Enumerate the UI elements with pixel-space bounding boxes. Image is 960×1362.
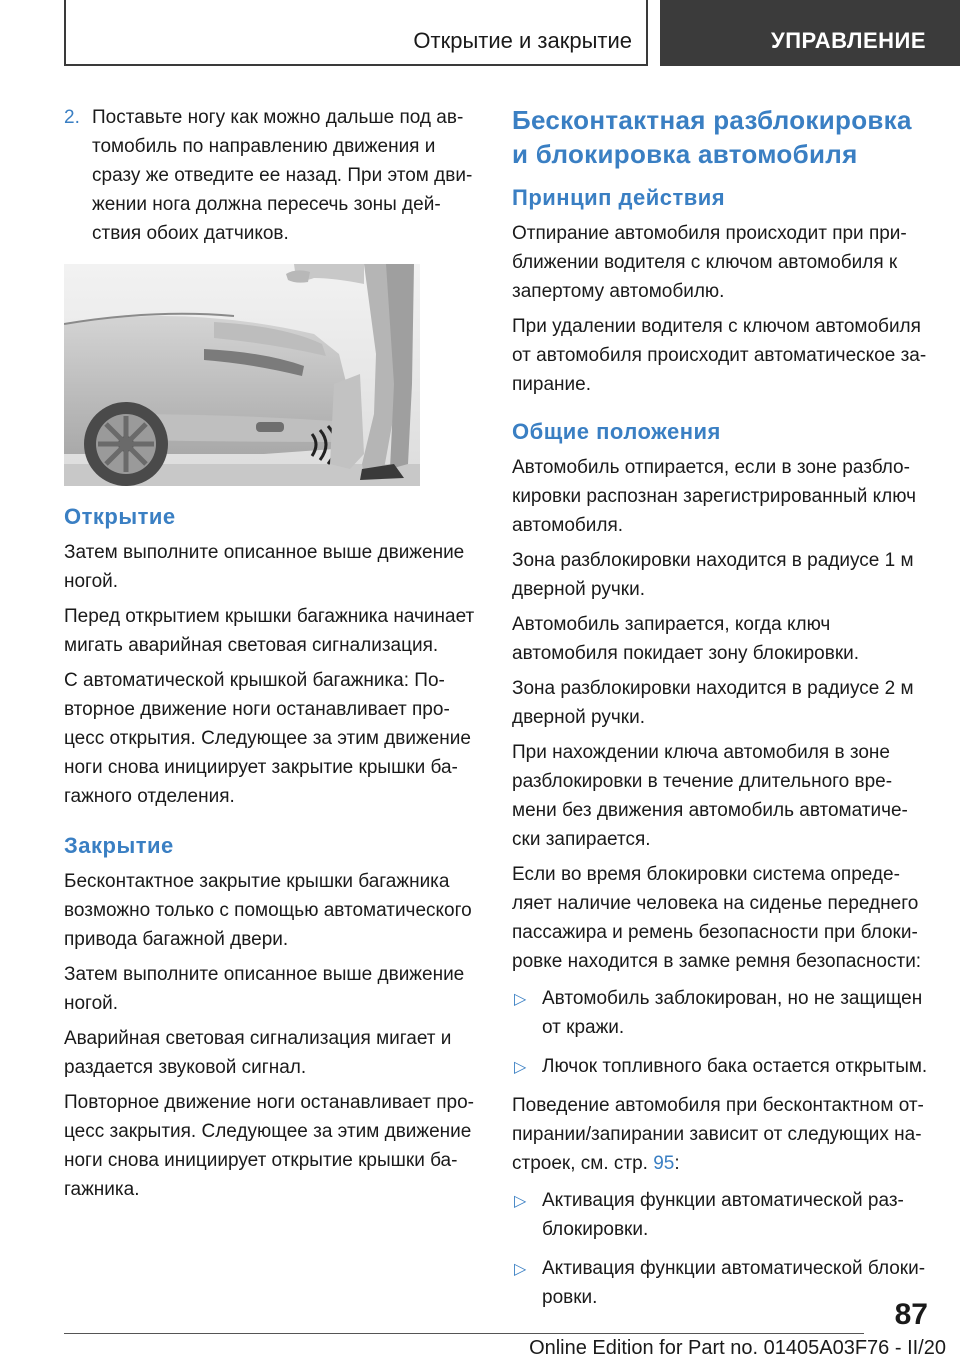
edition-info: Online Edition for Part no. 01405A03F76 - II/20 <box>529 1337 946 1359</box>
opening-paragraph-3: С автоматической крышкой багажника: Повторное движение ноги останавливает процесс открытия. Следующее за этим движение ноги снова инициирует закрытие крышки багажного отделения. <box>64 670 471 807</box>
bullet-text: Лючок топливного бака остается открытым. <box>542 1056 928 1077</box>
bullet-text: Активация функции автоматической блокировки. <box>542 1258 926 1308</box>
opening-heading: Открытие <box>64 504 176 529</box>
closing-paragraph-2: Затем выполните описанное выше движение ногой. <box>64 964 465 1014</box>
triangle-bullet-icon: ▷ <box>514 991 527 1008</box>
closing-paragraph-4: Повторное движение ноги останавливает процесс закрытия. Следующее за этим движение ноги снова инициирует открытие крышки багажника. <box>64 1092 474 1200</box>
header-chapter-title: УПРАВЛЕНИЕ <box>771 28 926 53</box>
general-paragraph-3: Автомобиль запирается, когда ключ автомобиля покидает зону блокировки. <box>512 614 860 664</box>
principle-heading: Принцип действия <box>512 185 726 210</box>
kick-sensor-illustration <box>64 264 420 486</box>
step-text: Поставьте ногу как можно дальше под автомобиль по направлению движения и сразу же отведите ее назад. При этом движении нога должна пересечь зоны действия обоих датчиков. <box>92 107 473 244</box>
bullet-item <box>512 1254 928 1312</box>
header-section-title: Открытие и закрытие <box>413 28 632 53</box>
general-paragraph-1: Автомобиль отпирается, если в зоне разблокировки распознан зарегистрированный ключ автомобиля. <box>512 457 916 536</box>
footer-divider <box>64 1333 864 1334</box>
opening-paragraph-2: Перед открытием крышки багажника начинает мигать аварийная световая сигнализация. <box>64 606 475 656</box>
left-column <box>64 103 482 1210</box>
bullet-item <box>512 1052 928 1081</box>
right-column <box>512 103 928 1322</box>
car-rear-foot-image <box>64 264 420 486</box>
general-paragraph-4: Зона разблокировки находится в радиусе 2 м дверной ручки. <box>512 678 914 728</box>
header-section-box <box>64 0 648 66</box>
bullet-item <box>512 1186 928 1244</box>
page-number: 87 <box>894 1298 928 1331</box>
general-paragraph-2: Зона разблокировки находится в радиусе 1 м дверной ручки. <box>512 550 914 600</box>
triangle-bullet-icon: ▷ <box>514 1059 527 1076</box>
principle-paragraph-1: Отпирание автомобиля происходит при приближении водителя с ключом автомобиля к запертому автомобилю. <box>512 223 907 302</box>
page-reference-link[interactable]: 95 <box>653 1153 675 1174</box>
step-number: 2. <box>64 107 80 128</box>
bullet-text: Автомобиль заблокирован, но не защищен от кражи. <box>542 988 923 1038</box>
general-paragraph-6: Если во время блокировки система определяет наличие человека на сиденье переднего пассажира и ремень безопасности при блокировке находится в замке ремня безопасности: <box>512 864 922 972</box>
header-chapter-tab <box>660 0 960 66</box>
general-paragraph-5: При нахождении ключа автомобиля в зоне разблокировки в течение длительного времени без движения автомобиль автоматически запирается. <box>512 742 908 850</box>
general-heading: Общие положения <box>512 419 721 444</box>
principle-paragraph-2: При удалении водителя с ключом автомобиля от автомобиля происходит автоматическое запирание. <box>512 316 927 395</box>
step-2 <box>64 103 482 248</box>
closing-paragraph-1: Бесконтактное закрытие крышки багажника возможно только с помощью автоматического привода багажной двери. <box>64 871 472 950</box>
closing-heading: Закрытие <box>64 833 174 858</box>
behavior-colon: : <box>674 1153 680 1174</box>
closing-paragraph-3: Аварийная световая сигнализация мигает и раздается звуковой сигнал. <box>64 1028 452 1078</box>
bullet-text: Активация функции автоматической разблокировки. <box>542 1190 904 1240</box>
opening-paragraph-1: Затем выполните описанное выше движение ногой. <box>64 542 465 592</box>
main-heading: Бесконтактная разблокировка и блокировка автомобиля <box>512 105 912 169</box>
bullet-item <box>512 984 928 1042</box>
behavior-text: Поведение автомобиля при бесконтактном отпирании/запирании зависит от следующих настроек, см. стр. <box>512 1095 924 1174</box>
triangle-bullet-icon: ▷ <box>514 1261 527 1278</box>
behavior-paragraph <box>512 1091 928 1178</box>
triangle-bullet-icon: ▷ <box>514 1193 527 1210</box>
